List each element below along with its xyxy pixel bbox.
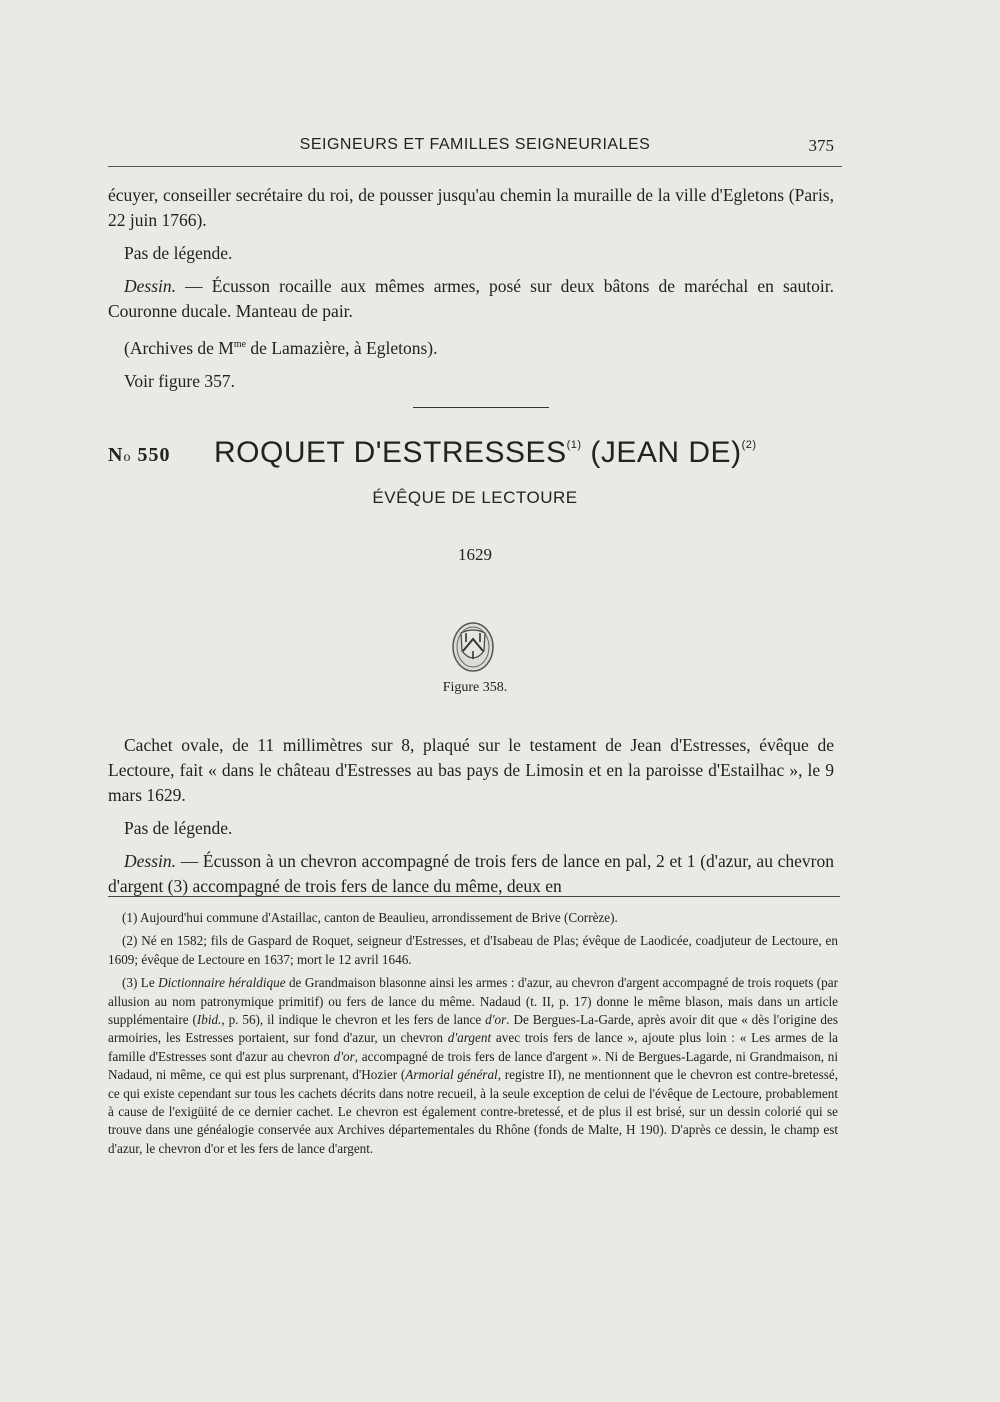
entry-subtitle: ÉVÊQUE DE LECTOURE xyxy=(372,488,578,507)
footnote-rule xyxy=(108,896,840,897)
entry-body xyxy=(108,733,834,907)
fn3-italic-1: Dictionnaire héraldique xyxy=(158,975,286,991)
intro-drawing-paragraph xyxy=(108,274,834,324)
fn3-text-c: , p. 56), il indique le chevron et les fers de lance xyxy=(221,1012,486,1028)
body-drawing-paragraph xyxy=(108,849,834,899)
fn3-italic-6: Armorial général xyxy=(405,1067,498,1083)
footnote-2: (2) Né en 1582; fils de Gaspard de Roquet, seigneur d'Estresses, et d'Isabeau de Plas; évêque de Laodicée, coadjuteur de Lectoure, en 1609; évêque de Lectoure en 1637; mort le 12 avril 1646. xyxy=(108,933,838,967)
fn3-text-a: (3) Le xyxy=(122,975,159,991)
drawing-text: — Écusson rocaille aux mêmes armes, posé sur deux bâtons de maréchal en sautoir. Couronne ducale. Manteau de pair. xyxy=(108,276,834,321)
entry-name-main: ROQUET D'ESTRESSES xyxy=(214,436,567,469)
entry-name-ref-1: (1) xyxy=(566,439,582,451)
body-drawing-label: Dessin. xyxy=(124,851,177,871)
figure-caption: Figure 358. xyxy=(442,680,508,695)
intro-no-legend: Pas de légende. xyxy=(124,243,233,263)
fn3-text-f: , accompagné de trois fers de lance d'argent ». Ni de Bergues-Lagarde, ni Grandmaison, ni Nadaud, ni même, ce qui est plus surprenant, d'Hozier ( xyxy=(108,1048,839,1083)
fn3-italic-3: d'or xyxy=(485,1012,507,1028)
header-rule xyxy=(108,166,842,167)
archives-sup: me xyxy=(233,339,247,350)
fn3-text-d: . De Bergues-La-Garde, après avoir dit que « dès l'origine des armoiries, les Estresses portaient, sur fond d'azur, un chevron xyxy=(108,1012,839,1046)
seal-description: Cachet ovale, de 11 millimètres sur 8, plaqué sur le testament de Jean d'Estresses, évêque de Lectoure, fait « dans le château d'Estresses au bas pays de Limosin et en la paroisse d'Estailhac », le 9 mars 1629. xyxy=(108,735,834,805)
archives-text-a: (Archives de M xyxy=(124,338,234,358)
fn3-italic-5: d'or xyxy=(333,1048,355,1064)
entry-year: 1629 xyxy=(458,545,492,564)
fn3-text-e: avec trois fers de lance », ajoute plus loin : « Les armes de la famille d'Estresses sont d'azur au chevron xyxy=(108,1030,838,1064)
body-no-legend: Pas de légende. xyxy=(124,818,233,838)
fn3-text-g: , registre II), ne mentionnent que le chevron est contre-bretessé, ce qui existe cependant sur tous les cachets décrits dans notre recueil, à la seule exception de celui de l'évêque de Lectoure, probablement à cause de l'exigüité de ce dernier cachet. Le chevron est également contre-bretessé, et de plus il est brisé, sur un dessin colorié qui se trouve dans une généalogie conservée aux Archives départementales du Rhône (fonds de Malte, H 190). D'après ce dessin, le champ est d'azur, le chevron d'or et les fers de lance d'argent. xyxy=(108,1067,838,1156)
entry-number-prefix: N xyxy=(108,444,124,466)
seal-image xyxy=(451,621,495,673)
entry-name-ref-2: (2) xyxy=(741,439,757,451)
entry-heading xyxy=(108,436,838,476)
page-number: 375 xyxy=(808,136,834,155)
footnote-3 xyxy=(108,974,838,1158)
intro-paragraph-continuation: écuyer, conseiller secrétaire du roi, de pousser jusqu'au chemin la muraille de la ville d'Egletons (Paris, 22 juin 1766). xyxy=(108,185,834,230)
entry-name xyxy=(214,436,757,470)
drawing-label: Dessin. xyxy=(124,276,177,296)
fn3-italic-2: Ibid. xyxy=(196,1012,222,1028)
entry-number-value: 550 xyxy=(137,444,171,466)
intro-archives-paragraph xyxy=(108,332,834,361)
archives-text-b: de Lamazière, à Egletons). xyxy=(246,338,438,358)
intro-section xyxy=(108,183,834,402)
entry-name-suffix: (JEAN DE) xyxy=(581,436,742,469)
fn3-italic-4: d'argent xyxy=(447,1030,492,1046)
footnotes xyxy=(108,909,838,1163)
section-separator xyxy=(413,407,549,408)
footnote-1: (1) Aujourd'hui commune d'Astaillac, canton de Beaulieu, arrondissement de Brive (Corrèze). xyxy=(122,910,618,925)
fn3-text-b: de Grandmaison blasonne ainsi les armes : d'azur, au chevron d'argent accompagné de trois roquets (par allusion au nom patronymique primitif) ou fers de lance du même. Nadaud (t. II, p. 17) donne le même blason, mais dans un article supplémentaire ( xyxy=(108,975,838,1028)
body-drawing-text: — Écusson à un chevron accompagné de trois fers de lance en pal, 2 et 1 (d'azur, au chevron d'argent (3) accompagné de trois fers de lance du même, deux en xyxy=(108,851,834,896)
running-head xyxy=(110,132,840,162)
entry-number xyxy=(108,444,170,467)
running-title: SEIGNEURS ET FAMILLES SEIGNEURIALES xyxy=(299,136,651,153)
intro-see-figure: Voir figure 357. xyxy=(124,371,235,391)
entry-number-sup: o xyxy=(123,450,132,465)
